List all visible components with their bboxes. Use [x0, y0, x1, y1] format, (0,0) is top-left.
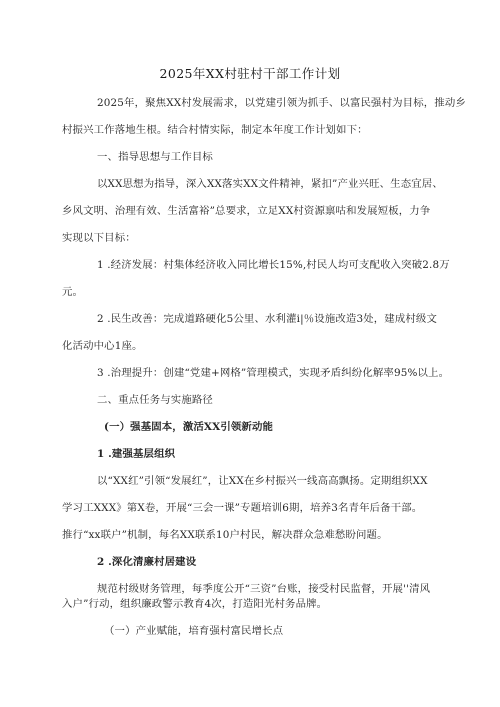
task-heading-2: 2 .深化清廉村居建设	[97, 556, 197, 568]
goal-item-2-line-1: 2 .民生改善：完成道路硬化5公里、水利灌i|％设施改造3处，建成村级文	[97, 313, 437, 325]
task-heading-1: 1 .建强基层组织	[97, 448, 176, 460]
paragraph-task2-line-1: 规范村级财务管理，每季度公开“三资”台账，接受村民监督，开展''清风	[97, 583, 431, 595]
paragraph-task1-line-2: 学习工XXX》第X卷，开展“三会一课”专题培训6期，培养3名青年后备干部。	[62, 502, 423, 514]
paragraph-guiding-line-2: 乡风文明、治理有效、生活富裕”总要求，立足XX村资源禀咕和发展短板，力争	[62, 205, 431, 217]
goal-item-1-line-2: 元。	[62, 286, 84, 298]
goal-item-2-line-2: 化活动中心1座。	[62, 340, 143, 352]
goal-item-3: 3 .治理提升：创建“党建+网格”管理模式，实现矛盾纠纷化解率95%以上。	[97, 367, 450, 379]
paragraph-intro-line-1: 2025年，聚焦XX村发展需求，以党建引领为抓手、以富民强村为目标，推动乡	[97, 97, 466, 109]
paragraph-guiding-line-3: 实现以下目标：	[62, 232, 136, 244]
document-title: 2025年XX村驻村干部工作计划	[159, 66, 341, 81]
section-heading-1: 一、指导思想与工作目标	[97, 151, 213, 163]
subsection-heading-1: (一）强基固本，激活XX引领新动能	[104, 421, 274, 433]
subsection-heading-2: （一）产业赋能，培育强村富民增长点	[104, 625, 284, 637]
paragraph-task2-line-2: 入户”行动，组织廉政警示教育4次，打造阳光村务品牌。	[62, 598, 328, 610]
paragraph-intro-line-2: 村振兴工作落地生根。结合村情实际，制定本年度工作计划如下：	[62, 124, 368, 136]
paragraph-guiding-line-1: 以XX思想为指导，深入XX落实XX文件精神，紧扣”产业兴旺、生态宜居、	[97, 178, 443, 190]
paragraph-task1-line-1: 以“XX红”引领“发展红”，让XX在乡村振兴一线高高飘扬。定期组织XX	[97, 475, 428, 487]
section-heading-2: 二、重点任务与实施路径	[97, 394, 213, 406]
goal-item-1-line-1: 1 .经济发展：村集体经济收入同比增长15%,村民人均可支配收入突破2.8万	[97, 259, 450, 271]
paragraph-task1-line-3: 推行“xx联户”机制，每名XX联系10户村民，解决群众急难愁盼问题。	[62, 529, 388, 541]
